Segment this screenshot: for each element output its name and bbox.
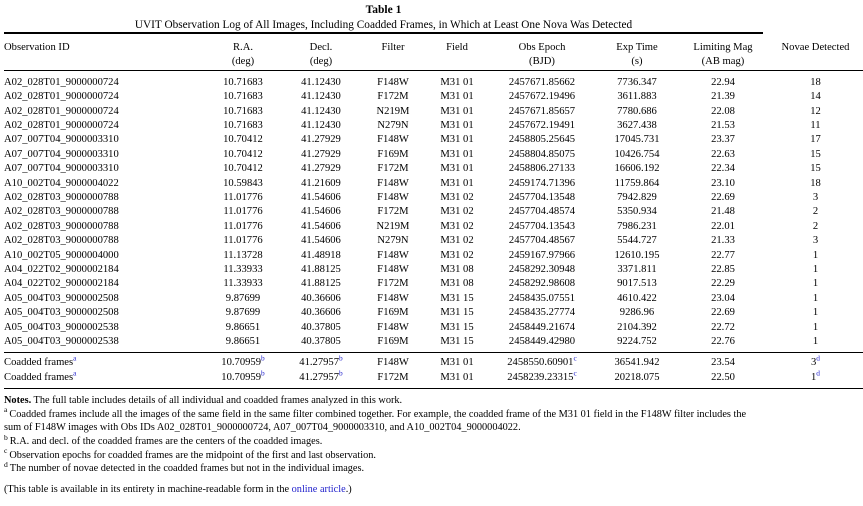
cell-observation-id: A07_007T04_9000003310 xyxy=(4,148,119,160)
cell-exp-time: 17045.731 xyxy=(614,134,660,146)
cell-observation-id: A02_028T03_9000000788 xyxy=(4,206,119,218)
cell-filter: F148W xyxy=(377,191,409,203)
online-article-link[interactable]: online article xyxy=(291,483,346,495)
cell-observation-id: A04_022T02_9000002184 xyxy=(4,263,119,275)
table-top-rule-outer xyxy=(4,32,763,35)
cell-observation-id: A02_028T01_9000000724 xyxy=(4,105,119,117)
cell-exp-time: 10426.754 xyxy=(614,148,660,160)
footnote-marker: b xyxy=(339,353,343,363)
cell-observation-id: A02_028T01_9000000724 xyxy=(4,76,119,88)
cell-filter: N279N xyxy=(377,119,409,131)
table-row xyxy=(4,292,863,306)
table-row xyxy=(4,306,863,320)
table-caption xyxy=(4,4,763,32)
cell-observation-id xyxy=(4,353,204,370)
cell-filter: F172M xyxy=(377,278,409,290)
cell-novae-detected: 1 xyxy=(812,307,819,319)
cell-value: M31 01 xyxy=(440,357,474,369)
note-text: Observation epochs for coadded frames are the midpoint of the first and last observation. xyxy=(9,449,376,461)
cell-novae-detected: 3 xyxy=(812,235,819,247)
table-title: UVIT Observation Log of All Images, Including Coadded Frames, in Which at Least One Nova Was Detected xyxy=(134,18,633,31)
cell-observation-id: A02_028T01_9000000724 xyxy=(4,91,119,103)
cell-limiting-mag: 22.29 xyxy=(711,278,735,290)
cell-obs-epoch: 2457704.13543 xyxy=(508,220,576,232)
cell-decl: 41.12430 xyxy=(301,76,341,88)
header-row-primary xyxy=(4,41,863,55)
cell-obs-epoch: 2457672.19496 xyxy=(508,91,576,103)
cell-novae-detected: 17 xyxy=(810,134,821,146)
note-item xyxy=(4,446,763,463)
table-row xyxy=(4,148,863,162)
cell-exp-time: 3371.811 xyxy=(617,263,657,275)
cell-novae-detected: 1 xyxy=(812,336,819,348)
cell-limiting-mag xyxy=(678,356,768,370)
cell-limiting-mag: 22.76 xyxy=(711,336,735,348)
column-units-observation-id xyxy=(4,55,204,69)
cell-limiting-mag: 22.77 xyxy=(711,249,735,261)
column-header-obs-epoch: Obs Epoch xyxy=(518,41,566,53)
footnote-marker: d xyxy=(816,353,820,363)
cell-filter: F172M xyxy=(377,206,409,218)
cell-limiting-mag: 23.04 xyxy=(711,292,735,304)
column-header-field: Field xyxy=(446,41,468,53)
cell-decl: 41.54606 xyxy=(301,235,341,247)
cell-ra: 10.70412 xyxy=(223,148,263,160)
notes-label: Notes. xyxy=(4,395,32,407)
cell-limiting-mag: 21.39 xyxy=(711,91,735,103)
cell-ra: 10.71683 xyxy=(223,119,263,131)
cell-field: M31 01 xyxy=(440,119,474,131)
cell-decl: 41.27929 xyxy=(301,148,341,160)
cell-limiting-mag: 21.48 xyxy=(711,206,735,218)
cell-exp-time xyxy=(596,356,678,370)
cell-decl: 41.12430 xyxy=(301,105,341,117)
cell-obs-epoch: 2457671.85657 xyxy=(508,105,576,117)
table-row xyxy=(4,177,863,191)
cell-obs-epoch: 2457672.19491 xyxy=(508,119,576,131)
cell-field: M31 01 xyxy=(440,76,474,88)
column-header-novae-detected: Novae Detected xyxy=(781,41,850,53)
cell-value: F148W xyxy=(377,357,409,369)
cell-field: M31 02 xyxy=(440,220,474,232)
cell-novae-detected xyxy=(768,368,863,385)
table-top-rule-inner xyxy=(4,33,763,34)
column-units-obs-epoch: (BJD) xyxy=(529,56,555,68)
cell-value: 2458239.23315 xyxy=(507,371,574,383)
cell-decl: 41.54606 xyxy=(301,191,341,203)
cell-novae-detected: 18 xyxy=(810,76,821,88)
cell-filter: N279N xyxy=(377,235,409,247)
cell-exp-time: 12610.195 xyxy=(614,249,660,261)
cell-exp-time: 7736.347 xyxy=(617,76,657,88)
cell-ra: 9.86651 xyxy=(225,336,261,348)
cell-field: M31 15 xyxy=(440,292,474,304)
cell-exp-time: 5544.727 xyxy=(617,235,657,247)
table-body xyxy=(4,70,863,389)
cell-value: Coadded frames xyxy=(4,371,74,383)
cell-obs-epoch: 2457704.48574 xyxy=(508,206,576,218)
cell-novae-detected: 15 xyxy=(810,148,821,160)
cell-decl xyxy=(282,368,360,385)
cell-decl: 41.88125 xyxy=(301,278,341,290)
cell-limiting-mag: 23.10 xyxy=(711,177,735,189)
table-row xyxy=(4,263,863,277)
table-header xyxy=(4,41,863,70)
table-notes xyxy=(4,394,763,496)
cell-field: M31 15 xyxy=(440,321,474,333)
cell-filter: F172M xyxy=(377,163,409,175)
cell-observation-id: A05_004T03_9000002538 xyxy=(4,336,119,348)
cell-ra: 11.01776 xyxy=(223,191,263,203)
cell-decl: 40.37805 xyxy=(301,336,341,348)
note-marker: b xyxy=(4,432,8,442)
cell-filter: F148W xyxy=(377,292,409,304)
cell-ra: 11.33933 xyxy=(223,263,263,275)
cell-novae-detected: 1 xyxy=(812,278,819,290)
cell-filter: N219M xyxy=(376,105,410,117)
cell-field: M31 08 xyxy=(440,278,474,290)
table-row xyxy=(4,335,863,349)
note-text: The number of novae detected in the coadded frames but not in the individual images. xyxy=(9,463,365,475)
cell-novae-detected: 18 xyxy=(810,177,821,189)
cell-novae-detected: 1 xyxy=(812,263,819,275)
cell-ra: 9.87699 xyxy=(225,307,261,319)
cell-limiting-mag: 22.69 xyxy=(711,191,735,203)
cell-field: M31 02 xyxy=(440,206,474,218)
cell-obs-epoch: 2458435.07551 xyxy=(508,292,576,304)
table-row xyxy=(4,277,863,291)
cell-observation-id: A10_002T04_9000004022 xyxy=(4,177,119,189)
cell-obs-epoch xyxy=(488,353,596,370)
cell-decl: 40.37805 xyxy=(301,321,341,333)
cell-value: 41.27957 xyxy=(299,371,340,383)
table-row xyxy=(4,205,863,219)
column-units-novae-detected xyxy=(768,55,863,69)
cell-limiting-mag: 22.85 xyxy=(711,263,735,275)
cell-filter: F169M xyxy=(377,148,409,160)
cell-decl: 40.36606 xyxy=(301,307,341,319)
cell-ra: 11.01776 xyxy=(223,235,263,247)
footnote-marker: a xyxy=(73,368,77,378)
cell-observation-id: A05_004T03_9000002508 xyxy=(4,307,119,319)
cell-limiting-mag: 22.63 xyxy=(711,148,735,160)
cell-obs-epoch: 2458292.98608 xyxy=(508,278,576,290)
notes-intro-text: The full table includes details of all individual and coadded frames analyzed in this work. xyxy=(31,395,403,407)
cell-obs-epoch: 2459167.97966 xyxy=(508,249,576,261)
cell-decl: 41.12430 xyxy=(301,91,341,103)
footnote-marker: c xyxy=(573,353,577,363)
cell-limiting-mag: 22.34 xyxy=(711,163,735,175)
cell-observation-id xyxy=(4,368,204,385)
cell-obs-epoch: 2458806.27133 xyxy=(508,163,576,175)
cell-ra: 11.33933 xyxy=(223,278,263,290)
cell-value: 41.27957 xyxy=(299,357,340,369)
cell-field: M31 15 xyxy=(440,307,474,319)
cell-limiting-mag: 22.69 xyxy=(711,307,735,319)
cell-ra: 9.87699 xyxy=(225,292,261,304)
column-header-ra: R.A. xyxy=(232,41,253,53)
machine-readable-prefix: (This table is available in its entirety in machine-readable form in the xyxy=(4,483,292,495)
table-row xyxy=(4,162,863,176)
cell-field: M31 01 xyxy=(440,177,474,189)
cell-exp-time: 7780.686 xyxy=(617,105,657,117)
cell-ra: 10.71683 xyxy=(223,91,263,103)
cell-observation-id: A10_002T05_9000004000 xyxy=(4,249,119,261)
cell-obs-epoch: 2458805.25645 xyxy=(508,134,576,146)
cell-filter: F148W xyxy=(377,249,409,261)
cell-limiting-mag: 22.08 xyxy=(711,105,735,117)
cell-novae-detected: 1 xyxy=(812,292,819,304)
cell-exp-time: 9286.96 xyxy=(619,307,655,319)
cell-filter: F169M xyxy=(377,336,409,348)
cell-value: 23.54 xyxy=(711,357,735,369)
cell-value: 10.70959 xyxy=(221,371,262,383)
cell-decl: 41.54606 xyxy=(301,206,341,218)
observation-log-table xyxy=(4,41,863,389)
cell-decl: 41.21609 xyxy=(301,177,341,189)
cell-ra: 10.59843 xyxy=(223,177,263,189)
cell-observation-id: A07_007T04_9000003310 xyxy=(4,134,119,146)
cell-field: M31 02 xyxy=(440,235,474,247)
note-marker: d xyxy=(4,459,8,469)
cell-field: M31 01 xyxy=(440,134,474,146)
cell-value: 1 xyxy=(811,371,817,383)
cell-exp-time: 11759.864 xyxy=(614,177,660,189)
column-units-limiting-mag: (AB mag) xyxy=(701,56,745,68)
cell-obs-epoch: 2459174.71396 xyxy=(508,177,576,189)
cell-obs-epoch: 2457704.48567 xyxy=(508,235,576,247)
cell-novae-detected: 2 xyxy=(812,206,819,218)
table-row xyxy=(4,133,863,147)
table-number: Table 1 xyxy=(365,4,402,16)
cell-field: M31 01 xyxy=(440,91,474,103)
cell-filter xyxy=(360,356,426,370)
cell-exp-time: 5350.934 xyxy=(617,206,657,218)
table-row-coadded xyxy=(4,371,863,385)
cell-exp-time: 3611.883 xyxy=(617,91,657,103)
cell-value: Coadded frames xyxy=(4,357,74,369)
cell-filter: F172M xyxy=(377,91,409,103)
cell-exp-time: 4610.422 xyxy=(617,292,657,304)
cell-value: M31 01 xyxy=(440,371,474,383)
cell-observation-id: A05_004T03_9000002508 xyxy=(4,292,119,304)
footnote-marker: b xyxy=(339,368,343,378)
cell-ra: 11.13728 xyxy=(223,249,263,261)
cell-filter: F148W xyxy=(377,263,409,275)
footnote-marker: d xyxy=(816,368,820,378)
cell-observation-id: A07_007T04_9000003310 xyxy=(4,163,119,175)
cell-obs-epoch: 2458449.42980 xyxy=(508,336,576,348)
note-item xyxy=(4,459,763,476)
column-units-exp-time: (s) xyxy=(631,56,643,68)
cell-observation-id: A02_028T03_9000000788 xyxy=(4,191,119,203)
cell-obs-epoch: 2458449.21674 xyxy=(508,321,576,333)
cell-limiting-mag: 22.72 xyxy=(711,321,735,333)
cell-value: 10.70959 xyxy=(221,357,262,369)
table-row xyxy=(4,90,863,104)
cell-limiting-mag: 22.94 xyxy=(711,76,735,88)
cell-ra: 11.01776 xyxy=(223,206,263,218)
table-row xyxy=(4,105,863,119)
table-row xyxy=(4,119,863,133)
footnote-marker: b xyxy=(261,353,265,363)
cell-field: M31 01 xyxy=(440,148,474,160)
table-row xyxy=(4,220,863,234)
cell-filter: F148W xyxy=(377,177,409,189)
column-header-observation-id: Observation ID xyxy=(4,41,70,53)
column-header-decl: Decl. xyxy=(309,41,333,53)
footnote-marker: c xyxy=(573,368,577,378)
table-bottom-rule xyxy=(4,388,863,389)
cell-limiting-mag: 21.33 xyxy=(711,235,735,247)
cell-novae-detected: 12 xyxy=(810,105,821,117)
cell-field: M31 15 xyxy=(440,336,474,348)
column-header-limiting-mag: Limiting Mag xyxy=(693,41,753,53)
cell-value: F172M xyxy=(377,371,409,383)
cell-value: 36541.942 xyxy=(614,357,660,369)
header-row-units xyxy=(4,55,863,69)
note-marker: a xyxy=(4,405,8,415)
cell-limiting-mag: 21.53 xyxy=(711,119,735,131)
cell-exp-time: 7986.231 xyxy=(617,220,657,232)
cell-novae-detected: 1 xyxy=(812,249,819,261)
table-row-coadded xyxy=(4,356,863,370)
cell-ra: 10.71683 xyxy=(223,105,263,117)
cell-filter: F148W xyxy=(377,134,409,146)
cell-exp-time xyxy=(596,371,678,385)
cell-limiting-mag: 22.01 xyxy=(711,220,735,232)
cell-field xyxy=(426,356,488,370)
cell-obs-epoch: 2458804.85075 xyxy=(508,148,576,160)
cell-field: M31 08 xyxy=(440,263,474,275)
cell-decl xyxy=(282,353,360,370)
cell-decl: 41.27929 xyxy=(301,163,341,175)
table-row xyxy=(4,321,863,335)
cell-field: M31 01 xyxy=(440,105,474,117)
footnote-marker: b xyxy=(261,368,265,378)
footnote-marker: a xyxy=(73,353,77,363)
cell-obs-epoch: 2458292.30948 xyxy=(508,263,576,275)
cell-exp-time: 9017.513 xyxy=(617,278,657,290)
cell-novae-detected: 15 xyxy=(810,163,821,175)
column-header-filter: Filter xyxy=(381,41,405,53)
cell-exp-time: 3627.438 xyxy=(617,119,657,131)
cell-observation-id: A02_028T03_9000000788 xyxy=(4,220,119,232)
cell-limiting-mag xyxy=(678,371,768,385)
notes-item-list xyxy=(4,405,763,476)
cell-value: 3 xyxy=(811,357,817,369)
cell-novae-detected: 3 xyxy=(812,191,819,203)
cell-observation-id: A02_028T01_9000000724 xyxy=(4,119,119,131)
cell-ra: 10.71683 xyxy=(223,76,263,88)
cell-decl: 41.88125 xyxy=(301,263,341,275)
machine-readable-note xyxy=(4,483,763,497)
cell-ra xyxy=(204,368,282,385)
cell-obs-epoch: 2457671.85662 xyxy=(508,76,576,88)
note-text: R.A. and decl. of the coadded frames are the centers of the coadded images. xyxy=(9,436,323,448)
cell-observation-id: A05_004T03_9000002538 xyxy=(4,321,119,333)
cell-value: 22.50 xyxy=(711,371,735,383)
table-row xyxy=(4,234,863,248)
cell-filter xyxy=(360,371,426,385)
cell-value: 20218.075 xyxy=(614,371,660,383)
cell-field xyxy=(426,371,488,385)
cell-decl: 40.36606 xyxy=(301,292,341,304)
cell-decl: 41.48918 xyxy=(301,249,341,261)
cell-field: M31 01 xyxy=(440,163,474,175)
cell-decl: 41.12430 xyxy=(301,119,341,131)
cell-filter: F148W xyxy=(377,321,409,333)
column-units-ra: (deg) xyxy=(231,56,255,68)
cell-exp-time: 2104.392 xyxy=(617,321,657,333)
table-row xyxy=(4,191,863,205)
column-units-field xyxy=(426,55,488,69)
column-units-decl: (deg) xyxy=(309,56,333,68)
cell-filter: F169M xyxy=(377,307,409,319)
cell-field: M31 02 xyxy=(440,249,474,261)
cell-field: M31 02 xyxy=(440,191,474,203)
cell-observation-id: A02_028T03_9000000788 xyxy=(4,235,119,247)
cell-ra: 10.70412 xyxy=(223,134,263,146)
cell-ra xyxy=(204,353,282,370)
cell-novae-detected: 2 xyxy=(812,220,819,232)
cell-obs-epoch: 2457704.13548 xyxy=(508,191,576,203)
note-item xyxy=(4,405,763,435)
cell-filter: N219M xyxy=(376,220,410,232)
cell-exp-time: 16606.192 xyxy=(614,163,660,175)
note-text: Coadded frames include all the images of the same field in the same filter combined together. For example, the coadded frame of the M31 01 field in the F148W filter includes the sum of F148W images with Obs IDs A02_028T01_9000000724, A07_007T04_9000003310, and A10_002T04_9000004022. xyxy=(4,408,747,434)
cell-decl: 41.27929 xyxy=(301,134,341,146)
cell-novae-detected: 11 xyxy=(810,119,821,131)
cell-novae-detected: 1 xyxy=(812,321,819,333)
column-header-exp-time: Exp Time xyxy=(616,41,658,53)
cell-novae-detected: 14 xyxy=(810,91,821,103)
cell-ra: 9.86651 xyxy=(225,321,261,333)
cell-exp-time: 9224.752 xyxy=(617,336,657,348)
table-row xyxy=(4,76,863,90)
note-item xyxy=(4,432,763,449)
machine-readable-suffix: .) xyxy=(345,483,352,495)
cell-decl: 41.54606 xyxy=(301,220,341,232)
notes-intro-line xyxy=(4,394,763,408)
column-units-filter xyxy=(360,55,426,69)
cell-obs-epoch xyxy=(488,368,596,385)
cell-observation-id: A04_022T02_9000002184 xyxy=(4,278,119,290)
cell-ra: 11.01776 xyxy=(223,220,263,232)
note-marker: c xyxy=(4,446,8,456)
table-row xyxy=(4,249,863,263)
cell-obs-epoch: 2458435.27774 xyxy=(508,307,576,319)
cell-filter: F148W xyxy=(377,76,409,88)
cell-ra: 10.70412 xyxy=(223,163,263,175)
cell-limiting-mag: 23.37 xyxy=(711,134,735,146)
cell-value: 2458550.60901 xyxy=(507,357,574,369)
cell-exp-time: 7942.829 xyxy=(617,191,657,203)
